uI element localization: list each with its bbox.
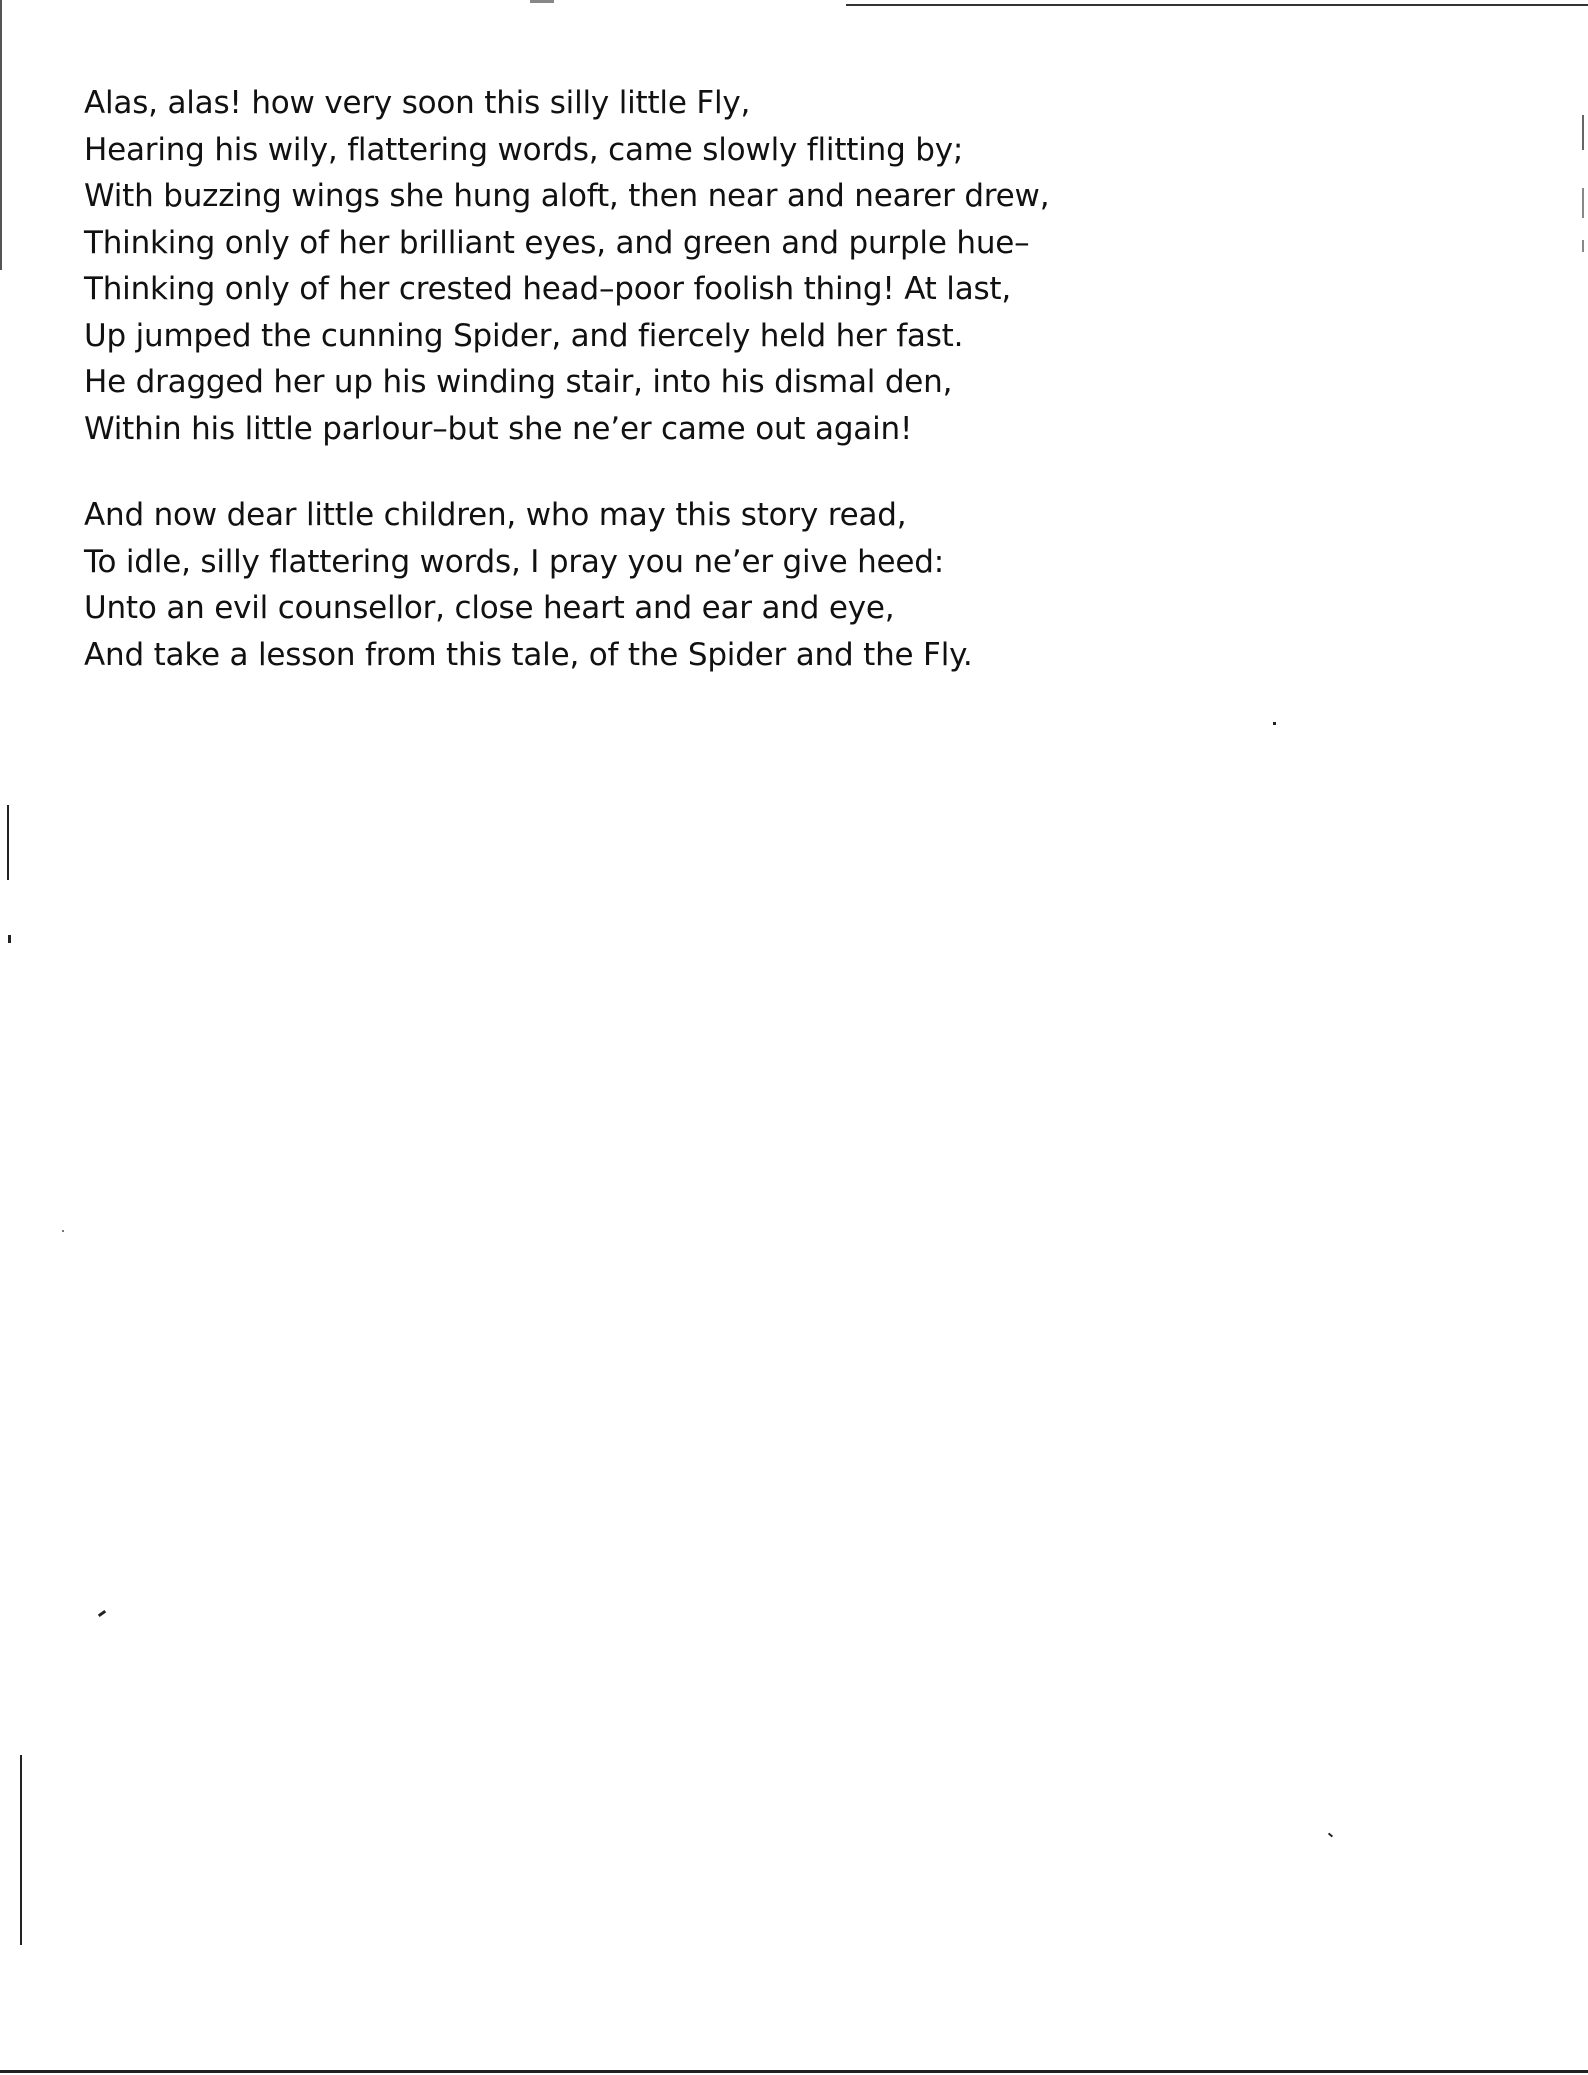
scan-speck — [1328, 1833, 1333, 1838]
scan-speck — [62, 1230, 64, 1232]
poem-line: Hearing his wily, flattering words, came slowly flitting by; — [84, 131, 964, 168]
poem-line: Unto an evil counsellor, close heart and ear and eye, — [84, 590, 895, 626]
left-edge-mark — [8, 935, 11, 943]
stanza — [84, 80, 1049, 452]
poem-line: And now dear little children, who may this story read, — [84, 497, 907, 533]
poem-line: Thinking only of her crested head–poor foolish thing! At last, — [84, 271, 1012, 307]
left-edge-mark — [7, 805, 9, 880]
poem-line: Alas, alas! how very soon this silly little Fly, — [84, 85, 751, 121]
poem-line: Within his little parlour–but she ne’er came out again! — [84, 410, 913, 447]
stanza — [84, 492, 972, 678]
right-edge-mark — [1582, 115, 1584, 150]
top-rule — [846, 4, 1588, 6]
poem-line: Thinking only of her brilliant eyes, and green and purple hue– — [84, 224, 1030, 261]
poem-line: He dragged her up his winding stair, into his dismal den, — [84, 364, 953, 400]
scan-speck — [1273, 722, 1276, 725]
left-edge-mark — [0, 0, 2, 270]
right-edge-mark — [1582, 240, 1584, 252]
scan-speck — [98, 1610, 106, 1617]
left-edge-mark — [20, 1755, 22, 1945]
top-scan-mark — [530, 0, 554, 3]
poem-line: With buzzing wings she hung aloft, then near and nearer drew, — [84, 178, 1050, 214]
poem-line: And take a lesson from this tale, of the Spider and the Fly. — [84, 636, 973, 673]
poem-line: To idle, silly flattering words, I pray you ne’er give heed: — [84, 543, 945, 580]
right-edge-mark — [1582, 188, 1584, 218]
bottom-rule — [0, 2070, 1588, 2073]
poem-line: Up jumped the cunning Spider, and fiercely held her fast. — [84, 317, 964, 354]
